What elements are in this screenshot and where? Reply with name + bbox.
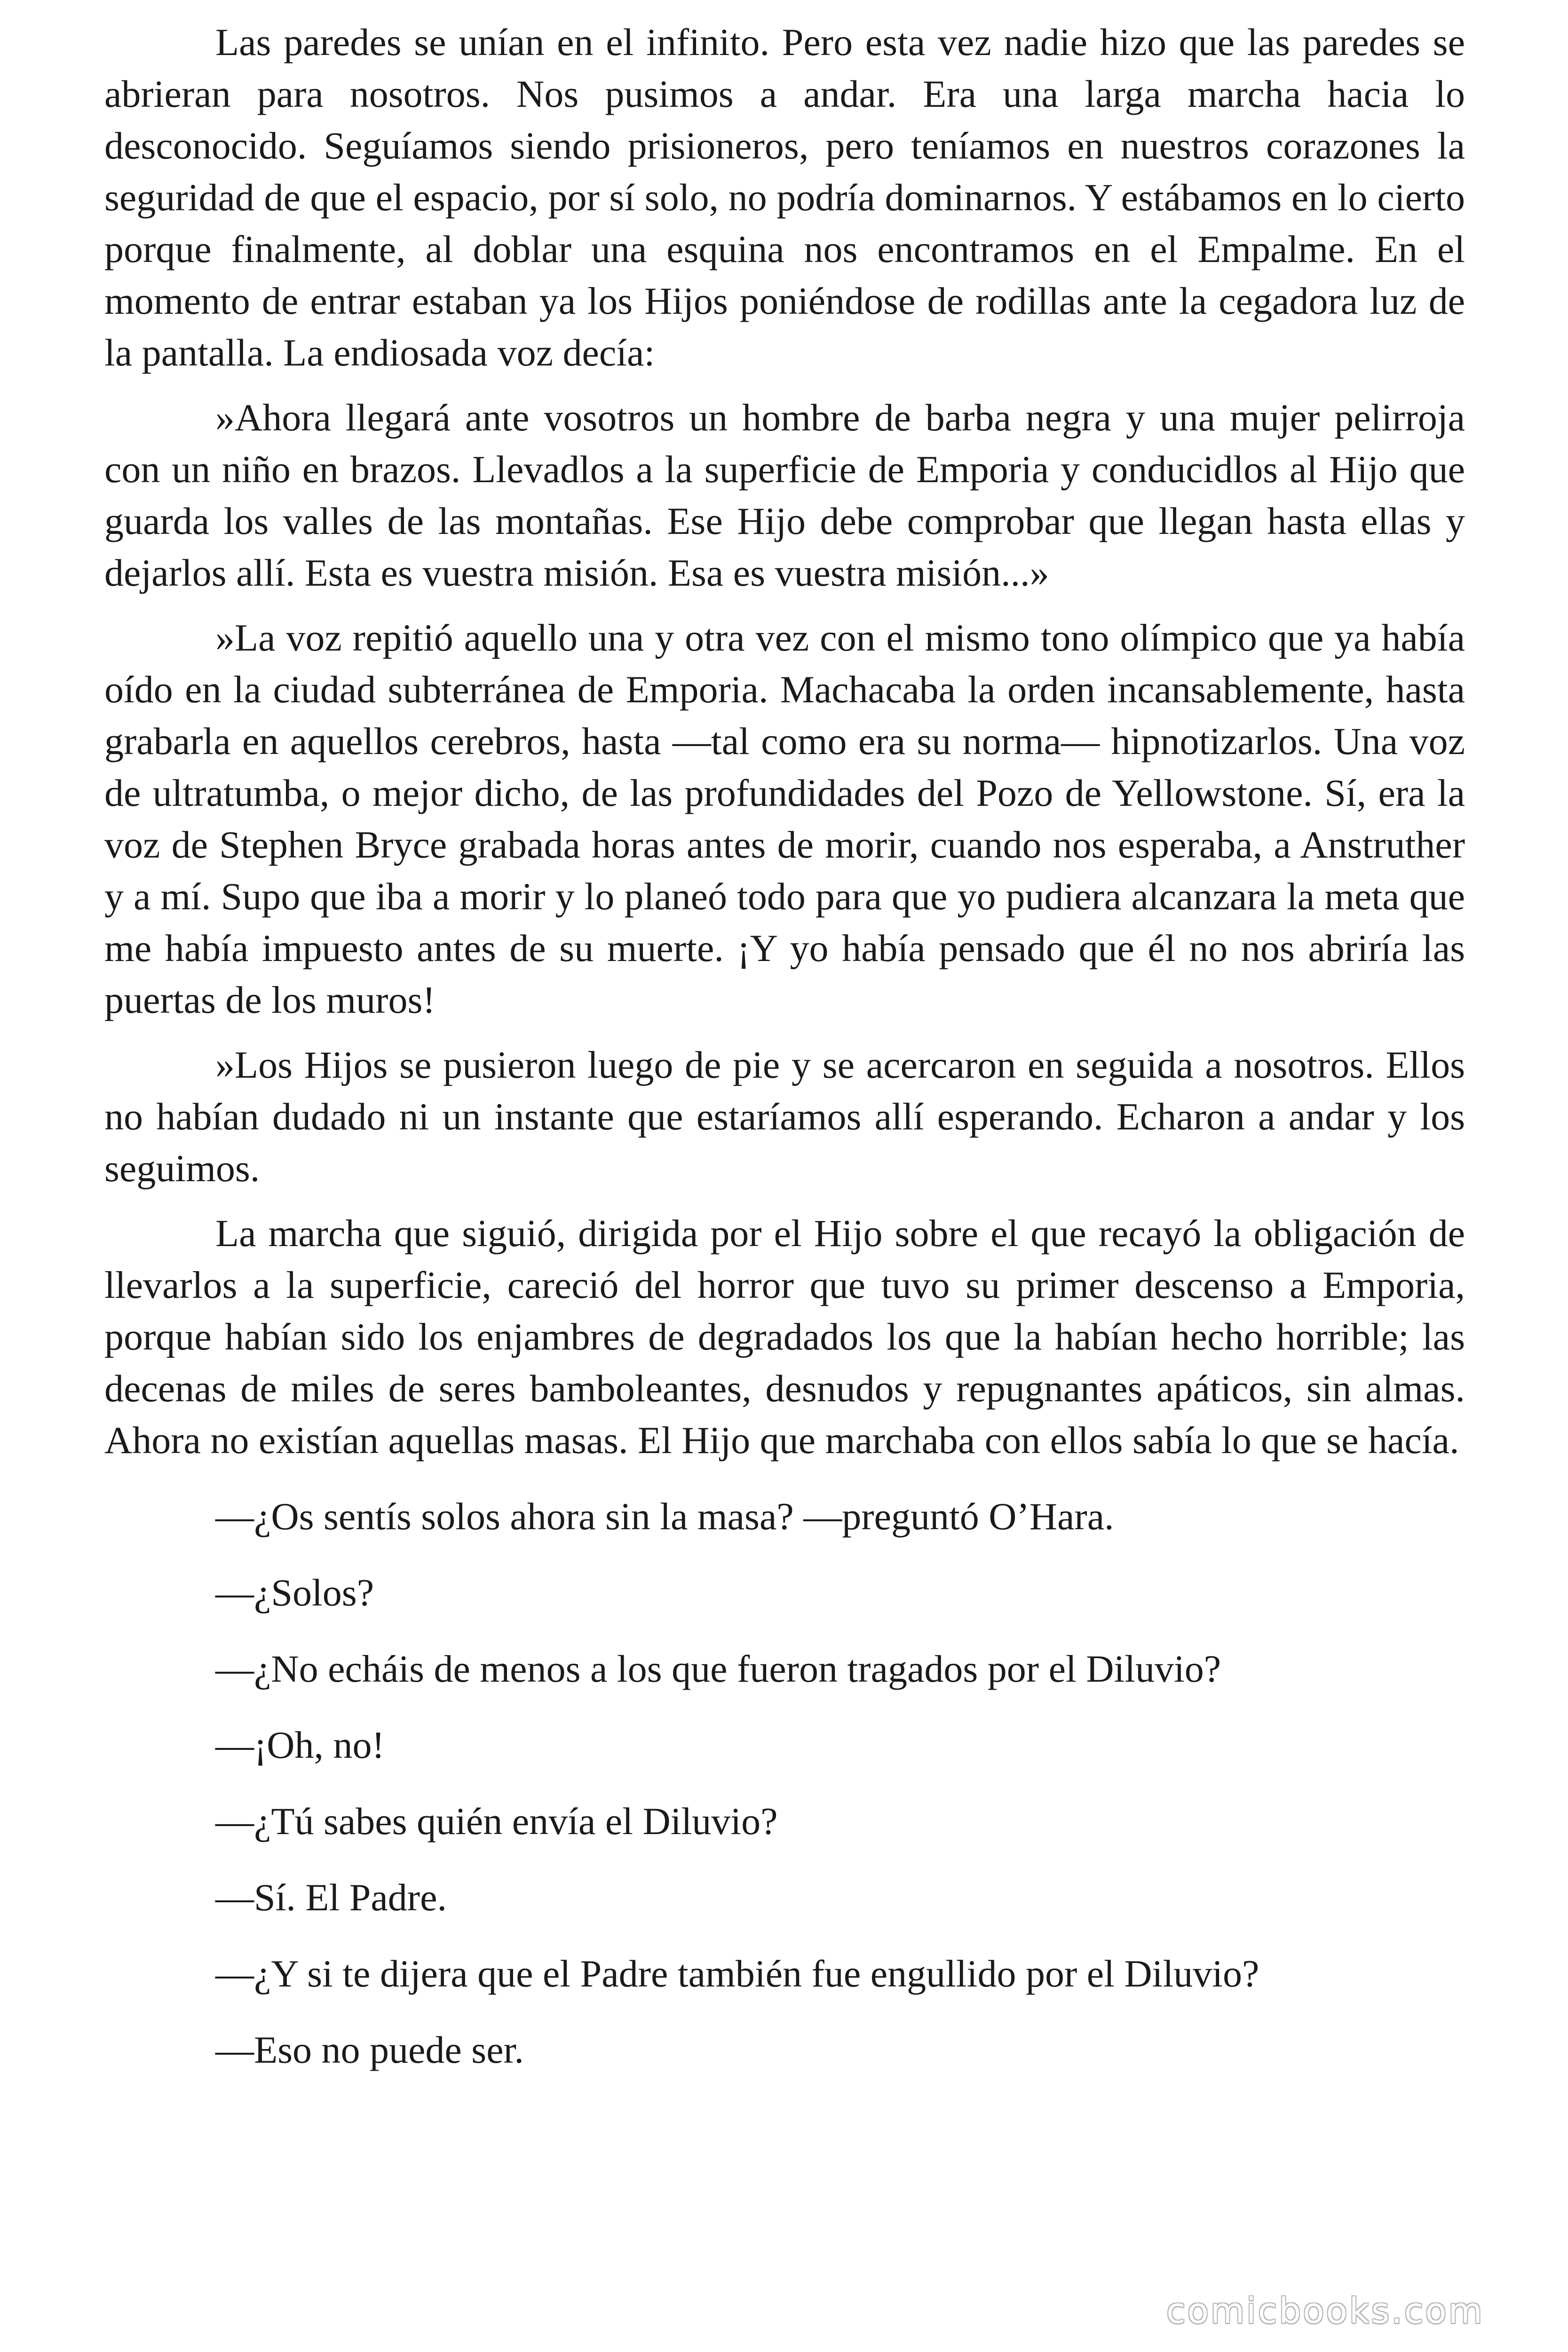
dialogue-line-6: —Sí. El Padre. — [215, 1876, 447, 1919]
dialogue-line-8: —Eso no puede ser. — [215, 2028, 524, 2071]
dialogue-line-3: —¿No echáis de menos a los que fueron tragados por el Diluvio? — [215, 1647, 1221, 1690]
dialogue-line-2: —¿Solos? — [215, 1571, 374, 1614]
dialogue-line-5: —¿Tú sabes quién envía el Diluvio? — [215, 1800, 778, 1843]
paragraph-5: La marcha que siguió, dirigida por el Hijo sobre el que recayó la obligación de llevarlos a la superficie, careció del horror que tuvo su primer descenso a Emporia, porque habían sido los enjambres de degradados los que la habían hecho horrible; las decenas de miles de seres bamboleantes, desnudos y repugnantes apáticos, sin almas. Ahora no existían aquellas masas. El Hijo que marchaba con ellos sabía lo que se hacía. — [104, 1212, 1465, 1462]
watermark: comicbooks.com — [1166, 2291, 1484, 2331]
paragraph-3: »La voz repitió aquello una y otra vez con el mismo tono olímpico que ya había oído en la ciudad subterránea de Emporia. Machacaba la orden incansablemente, hasta grabarla en aquellos cerebros, hasta —tal como era su norma— hipnotizarlos. Una voz de ultratumba, o mejor dicho, de las profundidades del Pozo de Yellowstone. Sí, era la voz de Stephen Bryce grabada horas antes de morir, cuando nos esperaba, a Anstruther y a mí. Supo que iba a morir y lo planeó todo para que yo pudiera alcanzara la meta que me había impuesto antes de su muerte. ¡Y yo había pensado que él no nos abriría las puertas de los muros! — [104, 616, 1465, 1021]
paragraph-2: »Ahora llegará ante vosotros un hombre de barba negra y una mujer pelirroja con un niño en brazos. Llevadlos a la superficie de Emporia y conducidlos al Hijo que guarda los valles de las montañas. Ese Hijo debe comprobar que llegan hasta ellas y dejarlos allí. Esta es vuestra misión. Esa es vuestra misión...» — [104, 396, 1465, 594]
dialogue-line-4: —¡Oh, no! — [215, 1724, 385, 1766]
dialogue-line-7: —¿Y si te dijera que el Padre también fue engullido por el Diluvio? — [215, 1952, 1259, 1995]
paragraph-1: Las paredes se unían en el infinito. Pero esta vez nadie hizo que las paredes se abrieran para nosotros. Nos pusimos a andar. Era una larga marcha hacia lo desconocido. Seguíamos siendo prisioneros, pero teníamos en nuestros corazones la seguridad de que el espacio, por sí solo, no podría dominarnos. Y estábamos en lo cierto porque finalmente, al doblar una esquina nos encontramos en el Empalme. En el momento de entrar estaban ya los Hijos poniéndose de rodillas ante la cegadora luz de la pantalla. La endiosada voz decía: — [104, 21, 1465, 374]
paragraph-4: »Los Hijos se pusieron luego de pie y se acercaron en seguida a nosotros. Ellos no habían dudado ni un instante que estaríamos allí esperando. Echaron a andar y los seguimos. — [104, 1043, 1465, 1190]
dialogue-line-1: —¿Os sentís solos ahora sin la masa? —preguntó O’Hara. — [215, 1495, 1114, 1538]
page-text — [104, 16, 1465, 2076]
